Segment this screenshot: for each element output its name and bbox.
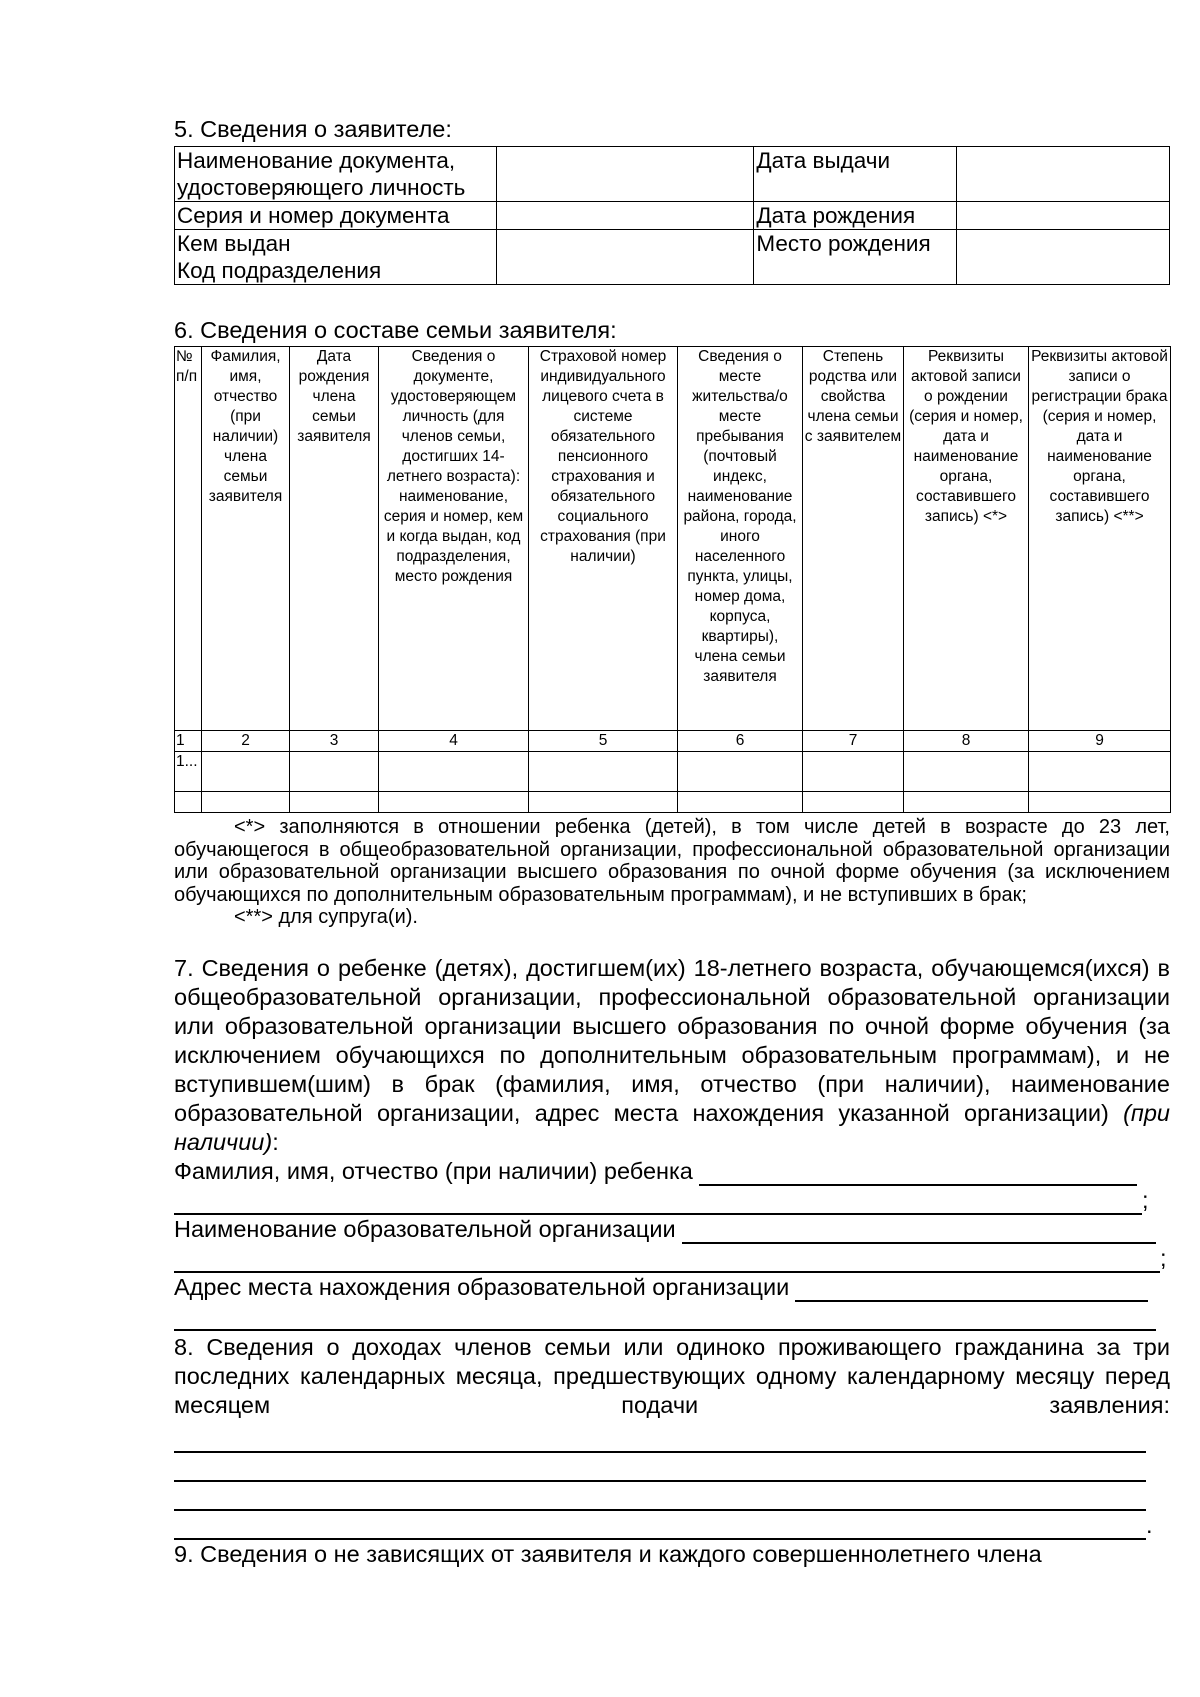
birth-date-value[interactable] bbox=[957, 202, 1170, 230]
blank-line[interactable] bbox=[174, 1191, 1142, 1215]
footnote-star: <*> заполняются в отношении ребенка (детей), в том числе детей в возрасте до 23 лет, обучающегося в общеобразовательной организации, профессиональной образовательной организации или образовательной организации высшего образования по очной форме обучения (за исключением обучающихся по дополнительным образовательным программам), и не вступивших в брак; bbox=[174, 816, 1170, 906]
label-line: Код подразделения bbox=[177, 258, 382, 283]
table-cell[interactable] bbox=[803, 792, 904, 813]
table-row bbox=[175, 147, 1170, 202]
table-row bbox=[175, 752, 1171, 792]
table-cell[interactable] bbox=[529, 752, 678, 792]
doc-number-label: Серия и номер документа bbox=[175, 202, 497, 230]
table-cell[interactable] bbox=[379, 792, 529, 813]
semicolon: ; bbox=[1160, 1244, 1167, 1271]
section-7-italic: (при наличии) bbox=[174, 1099, 1171, 1155]
doc-name-value[interactable] bbox=[496, 147, 754, 202]
table-cell[interactable] bbox=[202, 752, 290, 792]
column-number: 3 bbox=[290, 731, 379, 752]
col-header-relationship: Степень родства или свойства члена семьи с заявителем bbox=[803, 347, 904, 731]
table-cell[interactable] bbox=[290, 752, 379, 792]
label-line: Наименование документа, bbox=[177, 148, 456, 173]
org-name-label: Наименование образовательной организации bbox=[174, 1215, 676, 1242]
issue-date-value[interactable] bbox=[957, 147, 1170, 202]
blank-line[interactable] bbox=[174, 1458, 1146, 1482]
income-line[interactable] bbox=[174, 1424, 1170, 1453]
label-line: удостоверяющего личность bbox=[177, 175, 466, 200]
section-7-text bbox=[174, 954, 1170, 1157]
section-9-text: 9. Сведения о не зависящих от заявителя и каждого совершеннолетнего члена bbox=[174, 1540, 1042, 1567]
issued-by-label bbox=[175, 230, 497, 285]
table-cell[interactable] bbox=[904, 752, 1029, 792]
org-address-line[interactable] bbox=[795, 1278, 1148, 1302]
child-name-line-2[interactable] bbox=[174, 1186, 1170, 1215]
section-7-body: 7. Сведения о ребенке (детях), достигшем(их) 18-летнего возраста, обучающемся(ихся) в общеобразовательной организации, профессиональной образовательной организации или образовательной организации высшего образования по очной форме обучения (за исключением обучающихся по дополнительным образовательным программам), и не вступившем(шим) в брак (фамилия, имя, отчество (при наличии), наименование образовательной организации, адрес места нахождения указанной организации) bbox=[174, 954, 1170, 1126]
org-name-line[interactable] bbox=[682, 1220, 1156, 1244]
table-cell[interactable] bbox=[202, 792, 290, 813]
col-header-residence: Сведения о месте жительства/о месте пребывания (почтовый индекс, наименование района, города, иного населенного пункта, улицы, номер дома, корпуса, квартиры), члена семьи заявителя bbox=[678, 347, 803, 731]
col-header-id-document: Сведения о документе, удостоверяющем личность (для членов семьи, достигших 14-летнего возраста): наименование, серия и номер, кем и когда выдан, код подразделения, место рождения bbox=[379, 347, 529, 731]
doc-number-value[interactable] bbox=[496, 202, 754, 230]
col-header-full-name: Фамилия, имя, отчество (при наличии) члена семьи заявителя bbox=[202, 347, 290, 731]
column-number: 6 bbox=[678, 731, 803, 752]
column-number: 7 bbox=[803, 731, 904, 752]
section-8-text: 8. Сведения о доходах членов семьи или одиноко проживающего гражданина за три последних календарных месяца, предшествующих одному календарному месяцу перед месяцем подачи заявления: bbox=[174, 1333, 1170, 1418]
label-line: Кем выдан bbox=[177, 231, 291, 256]
blank-line[interactable] bbox=[174, 1516, 1146, 1540]
blank-line[interactable] bbox=[174, 1249, 1160, 1273]
table-row-column-numbers bbox=[175, 731, 1171, 752]
column-number: 8 bbox=[904, 731, 1029, 752]
income-line[interactable] bbox=[174, 1453, 1170, 1482]
table-cell[interactable] bbox=[678, 752, 803, 792]
org-name-line-2[interactable] bbox=[174, 1244, 1170, 1273]
birth-date-label: Дата рождения bbox=[754, 202, 957, 230]
column-number: 5 bbox=[529, 731, 678, 752]
org-address-field[interactable] bbox=[174, 1273, 1170, 1302]
column-number: 1 bbox=[175, 731, 202, 752]
blank-line[interactable] bbox=[174, 1429, 1146, 1453]
table-row bbox=[175, 230, 1170, 285]
table-cell[interactable] bbox=[1029, 792, 1171, 813]
child-name-line[interactable] bbox=[699, 1162, 1137, 1186]
doc-name-label bbox=[175, 147, 497, 202]
column-number: 9 bbox=[1029, 731, 1171, 752]
col-header-birth-record: Реквизиты актовой записи о рождении (серия и номер, дата и наименование органа, составившего запись) <*> bbox=[904, 347, 1029, 731]
table-cell[interactable] bbox=[678, 792, 803, 813]
org-address-label: Адрес места нахождения образовательной организации bbox=[174, 1273, 790, 1300]
blank-line[interactable] bbox=[174, 1307, 1156, 1331]
col-header-birth-date: Дата рождения члена семьи заявителя bbox=[290, 347, 379, 731]
child-name-label: Фамилия, имя, отчество (при наличии) ребенка bbox=[174, 1157, 693, 1184]
table-header-row bbox=[175, 347, 1171, 731]
income-line[interactable] bbox=[174, 1482, 1170, 1511]
blank-line[interactable] bbox=[174, 1487, 1146, 1511]
column-number: 2 bbox=[202, 731, 290, 752]
table-cell[interactable] bbox=[290, 792, 379, 813]
table-cell[interactable] bbox=[529, 792, 678, 813]
section-7-colon: : bbox=[272, 1128, 279, 1155]
col-header-marriage-record: Реквизиты актовой записи о регистрации брака (серия и номер, дата и наименование органа, составившего запись) <**> bbox=[1029, 347, 1171, 731]
issued-by-value[interactable] bbox=[496, 230, 754, 285]
applicant-info-table bbox=[174, 146, 1170, 285]
section-6-title: 6. Сведения о составе семьи заявителя: bbox=[174, 317, 617, 343]
issue-date-label: Дата выдачи bbox=[754, 147, 957, 202]
col-header-snils: Страховой номер индивидуального лицевого счета в системе обязательного пенсионного страхования и обязательного социального страхования (при наличии) bbox=[529, 347, 678, 731]
income-line[interactable] bbox=[174, 1511, 1170, 1540]
footnotes bbox=[174, 816, 1170, 929]
org-name-field[interactable] bbox=[174, 1215, 1170, 1244]
table-cell[interactable] bbox=[379, 752, 529, 792]
family-composition-table bbox=[174, 346, 1171, 813]
row-number: 1... bbox=[175, 752, 202, 792]
footnote-double-star: <**> для супруга(и). bbox=[234, 906, 418, 928]
table-cell[interactable] bbox=[904, 792, 1029, 813]
column-number: 4 bbox=[379, 731, 529, 752]
table-cell[interactable] bbox=[803, 752, 904, 792]
table-cell[interactable] bbox=[1029, 752, 1171, 792]
child-name-field[interactable] bbox=[174, 1157, 1170, 1186]
table-row bbox=[175, 792, 1171, 813]
semicolon: ; bbox=[1142, 1186, 1149, 1213]
table-row bbox=[175, 202, 1170, 230]
col-header-number: № п/п bbox=[175, 347, 202, 731]
document-page bbox=[174, 116, 1170, 1569]
table-cell[interactable] bbox=[175, 792, 202, 813]
period: . bbox=[1146, 1511, 1153, 1538]
birth-place-label: Место рождения bbox=[754, 230, 957, 285]
section-5-title: 5. Сведения о заявителе: bbox=[174, 116, 452, 142]
org-address-line-2[interactable] bbox=[174, 1302, 1170, 1331]
birth-place-value[interactable] bbox=[957, 230, 1170, 285]
